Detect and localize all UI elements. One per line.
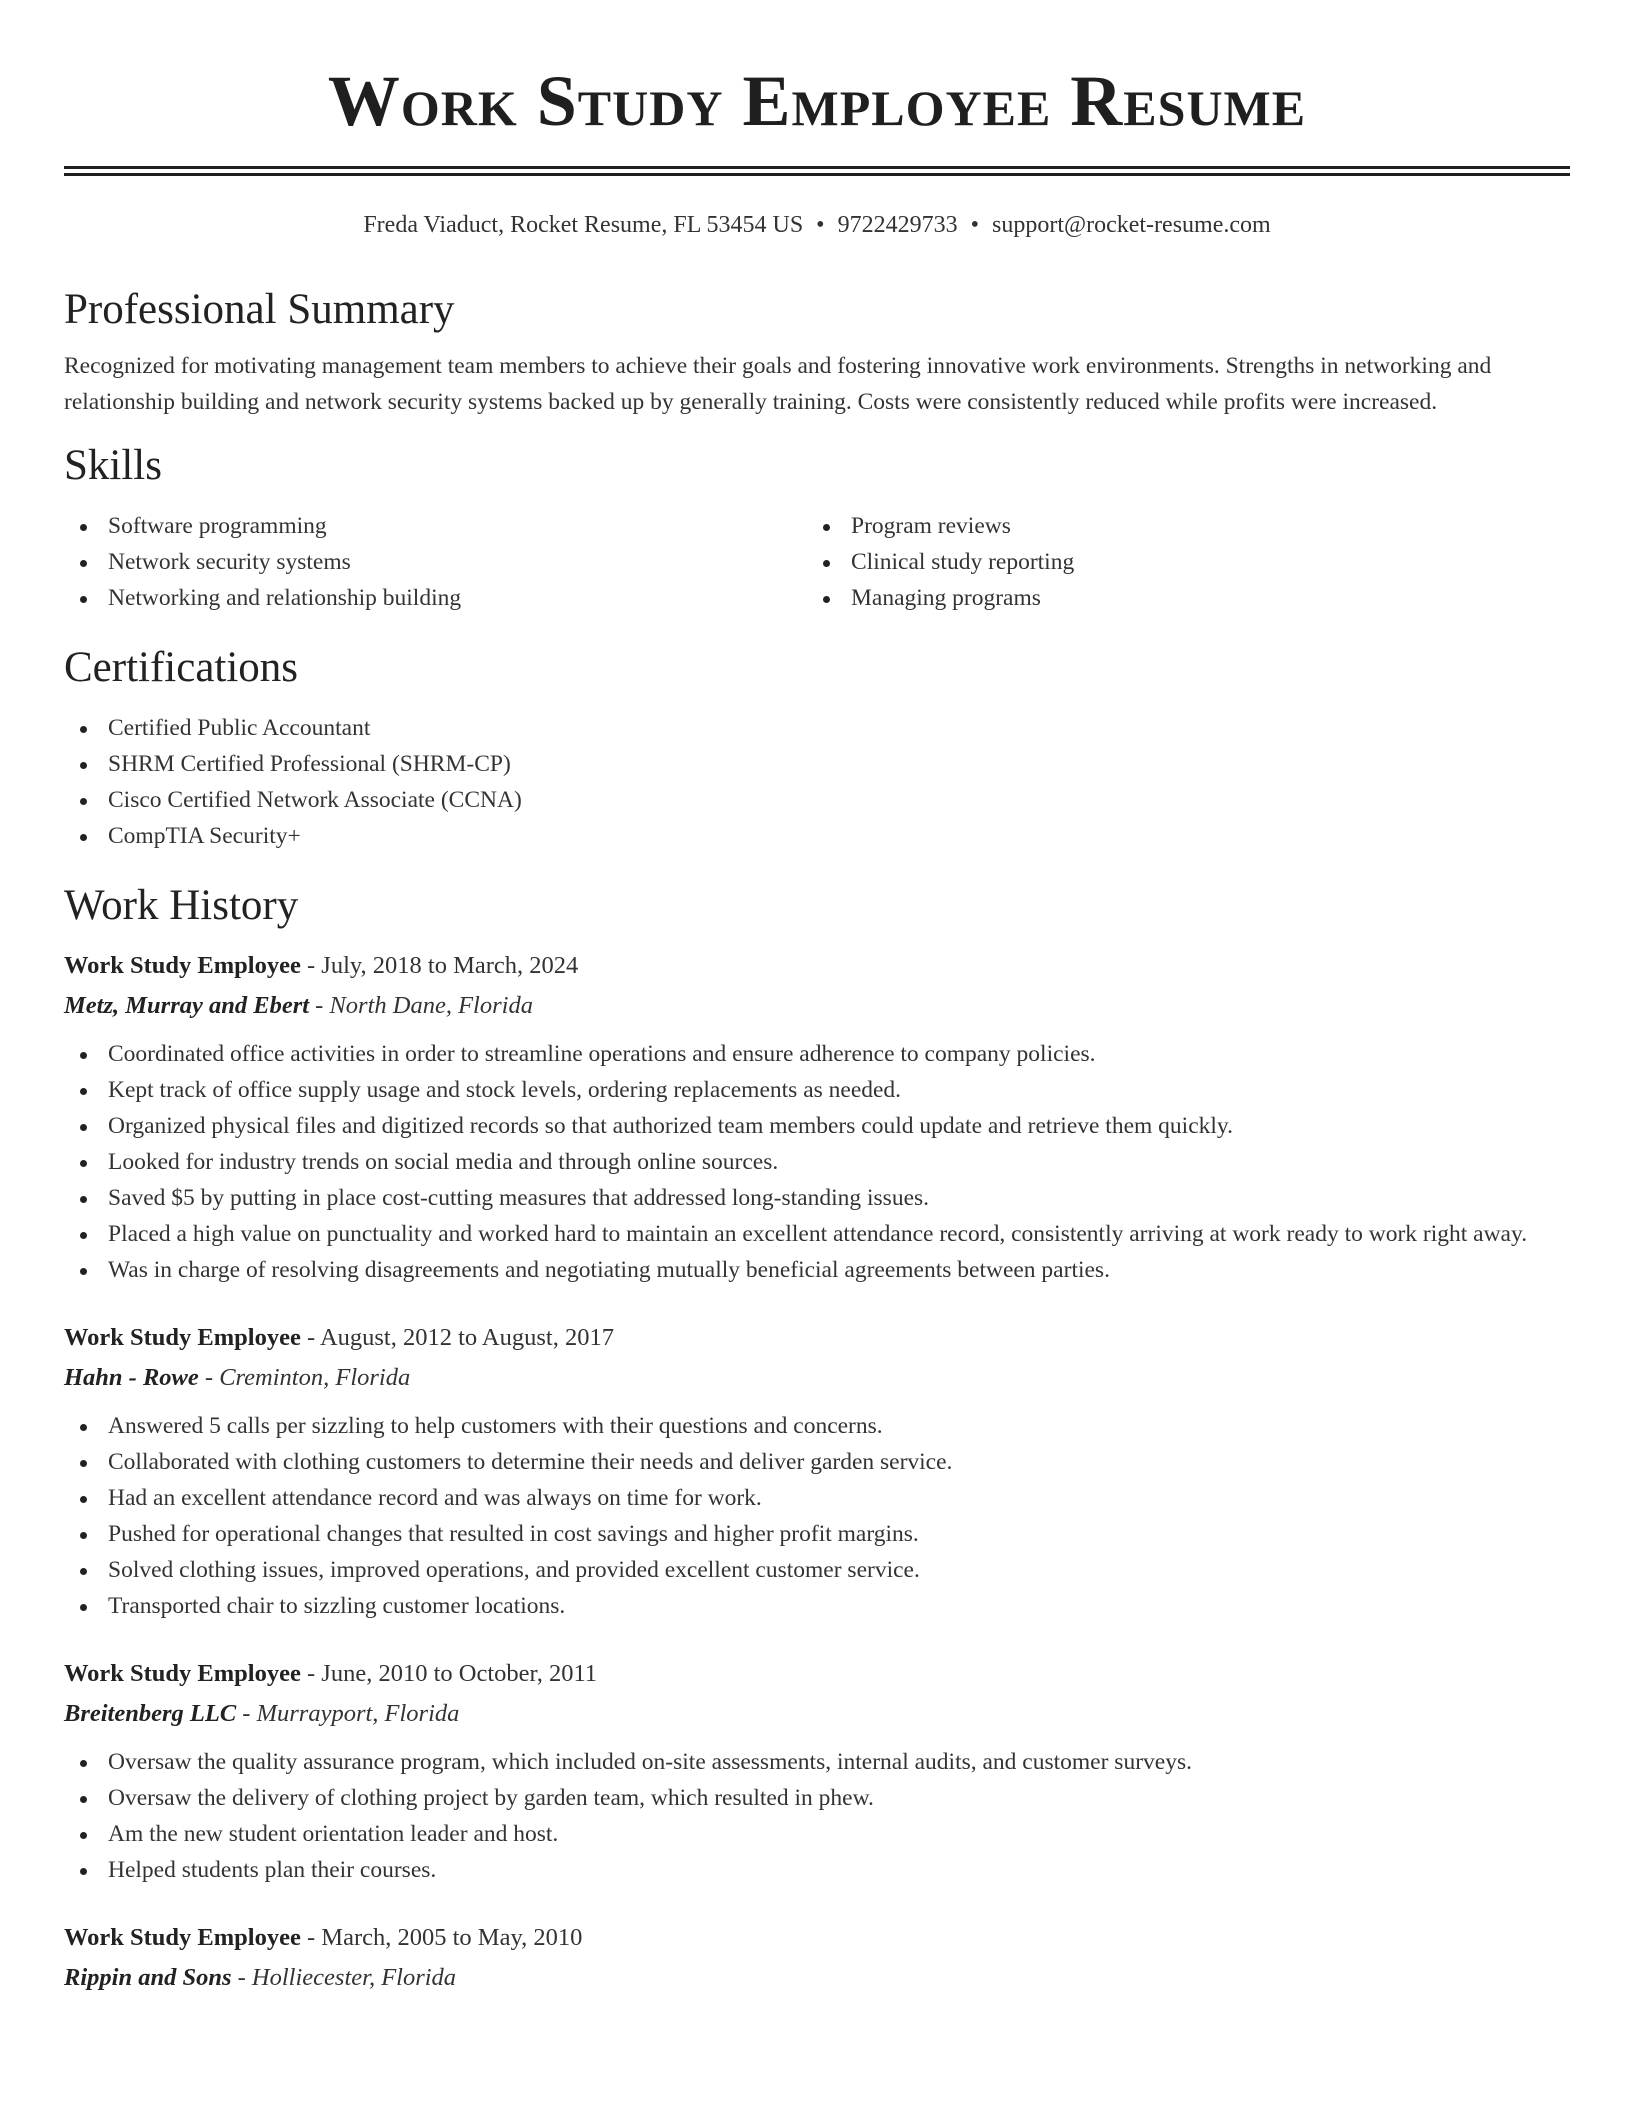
job-company: Metz, Murray and Ebert (64, 992, 310, 1019)
job-title: Work Study Employee (64, 952, 301, 979)
job-bullet: Oversaw the delivery of clothing project by garden team, which resulted in phew. (64, 1780, 1570, 1816)
skills-heading: Skills (64, 442, 162, 489)
job-bullet: Organized physical files and digitized records so that authorized team members could update and retrieve them quickly. (64, 1108, 1570, 1144)
skill-item: Networking and relationship building (64, 580, 807, 616)
skills-right-list (807, 508, 1550, 616)
job-company: Breitenberg LLC (64, 1700, 237, 1727)
contact-email: support@rocket-resume.com (991, 212, 1271, 238)
work-history-heading: Work History (64, 882, 299, 929)
job-bullet: Oversaw the quality assurance program, which included on-site assessments, internal audits, and customer surveys. (64, 1744, 1570, 1780)
job-title-line: Work Study Employee - June, 2010 to October, 2011 (64, 1660, 598, 1687)
resume-page (64, 0, 1570, 1998)
certification-item: Cisco Certified Network Associate (CCNA) (64, 782, 1570, 818)
job-company: Hahn - Rowe (64, 1364, 199, 1391)
title-double-rule (64, 166, 1570, 176)
job-title-line: Work Study Employee - March, 2005 to May, 2010 (64, 1924, 583, 1951)
job-location: North Dane, Florida (329, 992, 533, 1019)
job-title-line: Work Study Employee - August, 2012 to August, 2017 (64, 1324, 614, 1351)
job-bullet: Answered 5 calls per sizzling to help customers with their questions and concerns. (64, 1408, 1570, 1444)
job-bullet: Had an excellent attendance record and was always on time for work. (64, 1480, 1570, 1516)
job-entry (64, 946, 1570, 1288)
job-bullet: Coordinated office activities in order to streamline operations and ensure adherence to company policies. (64, 1036, 1570, 1072)
job-bullet: Pushed for operational changes that resulted in cost savings and higher profit margins. (64, 1516, 1570, 1552)
job-title: Work Study Employee (64, 1660, 301, 1687)
job-location: Murrayport, Florida (256, 1700, 460, 1727)
contact-line (64, 210, 1570, 240)
certification-item: CompTIA Security+ (64, 818, 1570, 854)
job-dates: July, 2018 to March, 2024 (321, 952, 579, 979)
certification-item: Certified Public Accountant (64, 710, 1570, 746)
job-company-line: Hahn - Rowe - Creminton, Florida (64, 1364, 411, 1391)
job-entry (64, 1318, 1570, 1624)
job-bullet: Kept track of office supply usage and stock levels, ordering replacements as needed. (64, 1072, 1570, 1108)
job-location: Creminton, Florida (219, 1364, 411, 1391)
job-dates: June, 2010 to October, 2011 (321, 1660, 598, 1687)
skill-item: Program reviews (807, 508, 1550, 544)
job-bullet: Helped students plan their courses. (64, 1852, 1570, 1888)
job-bullet: Transported chair to sizzling customer locations. (64, 1588, 1570, 1624)
skill-item: Managing programs (807, 580, 1550, 616)
job-bullets (64, 1744, 1570, 1888)
job-title: Work Study Employee (64, 1324, 301, 1351)
contact-phone: 9722429733 (837, 212, 958, 238)
skill-item: Software programming (64, 508, 807, 544)
job-dates: August, 2012 to August, 2017 (319, 1324, 614, 1351)
skills-columns (64, 508, 1570, 616)
job-bullets (64, 1036, 1570, 1288)
job-title: Work Study Employee (64, 1924, 301, 1951)
job-bullet: Am the new student orientation leader and host. (64, 1816, 1570, 1852)
contact-separator: • (970, 212, 979, 238)
job-location: Holliecester, Florida (251, 1964, 457, 1991)
summary-text: Recognized for motivating management team members to achieve their goals and fostering innovative work environments. Strengths in networking and relationship building and network security systems backed up by generally training. Costs were consistently reduced while profits were increased. (64, 353, 1492, 415)
job-bullet: Was in charge of resolving disagreements and negotiating mutually beneficial agreements between parties. (64, 1252, 1570, 1288)
job-bullet: Looked for industry trends on social media and through online sources. (64, 1144, 1570, 1180)
job-entry (64, 1654, 1570, 1888)
resume-title: Work Study Employee Resume (327, 61, 1307, 141)
job-entry (64, 1918, 1570, 1998)
job-company-line: Breitenberg LLC - Murrayport, Florida (64, 1700, 460, 1727)
job-dates: March, 2005 to May, 2010 (321, 1924, 583, 1951)
certifications-list (64, 710, 1570, 854)
certifications-heading: Certifications (64, 644, 299, 691)
job-bullet: Solved clothing issues, improved operations, and provided excellent customer service. (64, 1552, 1570, 1588)
job-company: Rippin and Sons (64, 1964, 232, 1991)
job-bullet: Collaborated with clothing customers to determine their needs and deliver garden service. (64, 1444, 1570, 1480)
skill-item: Clinical study reporting (807, 544, 1550, 580)
contact-separator: • (816, 212, 825, 238)
contact-address: Freda Viaduct, Rocket Resume, FL 53454 US (363, 212, 804, 238)
skills-left-list (64, 508, 807, 616)
certification-item: SHRM Certified Professional (SHRM-CP) (64, 746, 1570, 782)
job-bullet: Saved $5 by putting in place cost-cutting measures that addressed long-standing issues. (64, 1180, 1570, 1216)
job-title-line: Work Study Employee - July, 2018 to March, 2024 (64, 952, 579, 979)
job-company-line: Rippin and Sons - Holliecester, Florida (64, 1964, 457, 1991)
skill-item: Network security systems (64, 544, 807, 580)
job-company-line: Metz, Murray and Ebert - North Dane, Florida (64, 992, 533, 1019)
summary-heading: Professional Summary (64, 286, 455, 333)
job-bullet: Placed a high value on punctuality and worked hard to maintain an excellent attendance record, consistently arriving at work ready to work right away. (64, 1216, 1570, 1252)
job-bullets (64, 1408, 1570, 1624)
